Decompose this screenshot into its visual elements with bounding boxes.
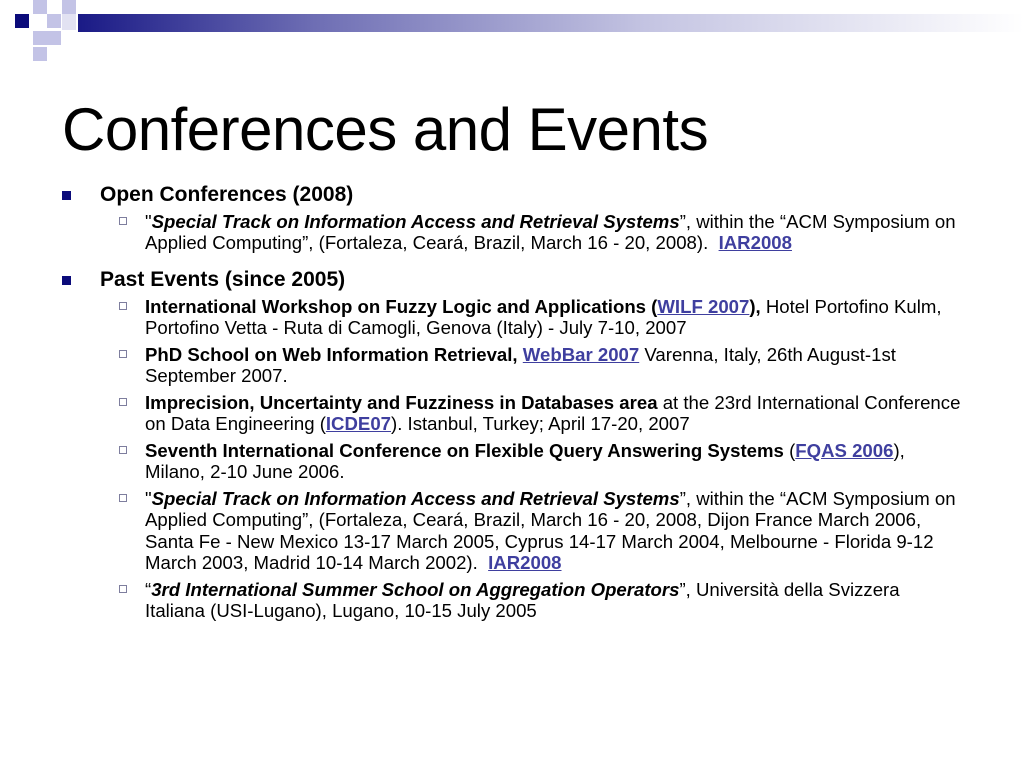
hollow-square-bullet-icon <box>119 446 127 454</box>
event-item <box>100 488 962 573</box>
event-item <box>100 579 962 622</box>
deco-square-light <box>33 0 47 14</box>
hollow-square-bullet-icon <box>119 398 127 406</box>
event-item-text: International Workshop on Fuzzy Logic and Applications (WILF 2007), Hotel Portofino Kulm, Portofino Vetta - Ruta di Camogli, Genova (Italy) - July 7-10, 2007 <box>145 295 942 338</box>
event-item-text: "Special Track on Information Access and Retrieval Systems”, within the “ACM Symposium on Applied Computing”, (Fortaleza, Ceará, Brazil, March 16 - 20, 2008, Dijon France March 2006, Santa Fe - New Mexico 13-17 March 2005, Cyprus 14-17 March 2004, Melbourne - Florida 9-12 March 2003, Madrid 10-14 March 2002). IAR2008 <box>145 487 956 573</box>
deco-square-light <box>47 14 61 28</box>
section-heading: Open Conferences (2008) <box>100 183 354 206</box>
hollow-square-bullet-icon <box>119 350 127 358</box>
deco-square-light <box>33 31 47 45</box>
bullet-section <box>62 181 962 254</box>
iar2008-link[interactable]: IAR2008 <box>718 232 792 254</box>
slide-title: Conferences and Events <box>62 96 709 163</box>
icde07-link[interactable]: ICDE07 <box>325 413 391 435</box>
event-item <box>100 211 962 254</box>
bullet-section <box>62 266 962 622</box>
event-item-text: "Special Track on Information Access and Retrieval Systems”, within the “ACM Symposium on Applied Computing”, (Fortaleza, Ceará, Brazil, March 16 - 20, 2008). IAR2008 <box>145 211 956 254</box>
square-bullet-icon <box>62 276 71 285</box>
webbar-2007-link[interactable]: WebBar 2007 <box>522 343 640 365</box>
square-bullet-icon <box>62 191 71 200</box>
hollow-square-bullet-icon <box>119 494 127 502</box>
event-list <box>100 211 962 254</box>
deco-square-dark <box>15 14 29 28</box>
slide-content <box>62 181 962 627</box>
event-item <box>100 440 962 483</box>
hollow-square-bullet-icon <box>119 217 127 225</box>
event-item-text: “3rd International Summer School on Aggregation Operators”, Università della Svizzera Italiana (USI-Lugano), Lugano, 10-15 July 2005 <box>145 578 900 621</box>
hollow-square-bullet-icon <box>119 585 127 593</box>
deco-square-mid <box>62 14 76 30</box>
fqas-2006-link[interactable]: FQAS 2006 <box>795 439 894 461</box>
section-heading: Past Events (since 2005) <box>100 267 346 291</box>
deco-square-light <box>33 47 47 61</box>
event-item-text: Seventh International Conference on Flexible Query Answering Systems (FQAS 2006), Milano, 2-10 June 2006. <box>145 439 905 483</box>
header-gradient-band <box>78 14 1024 32</box>
header-decoration <box>0 0 1024 64</box>
iar2008-link[interactable]: IAR2008 <box>488 551 562 573</box>
event-item <box>100 344 962 387</box>
deco-square-light <box>47 31 61 45</box>
event-item-text: PhD School on Web Information Retrieval, WebBar 2007 Varenna, Italy, 26th August-1st September 2007. <box>145 343 896 386</box>
event-item <box>100 392 962 435</box>
event-list <box>100 296 962 622</box>
hollow-square-bullet-icon <box>119 302 127 310</box>
deco-square-light <box>62 0 76 14</box>
event-item <box>100 296 962 339</box>
wilf-2007-link[interactable]: WILF 2007 <box>657 295 750 317</box>
event-item-text: Imprecision, Uncertainty and Fuzziness in Databases area at the 23rd International Conference on Data Engineering (ICDE07). Istanbul, Turkey; April 17-20, 2007 <box>145 391 961 435</box>
